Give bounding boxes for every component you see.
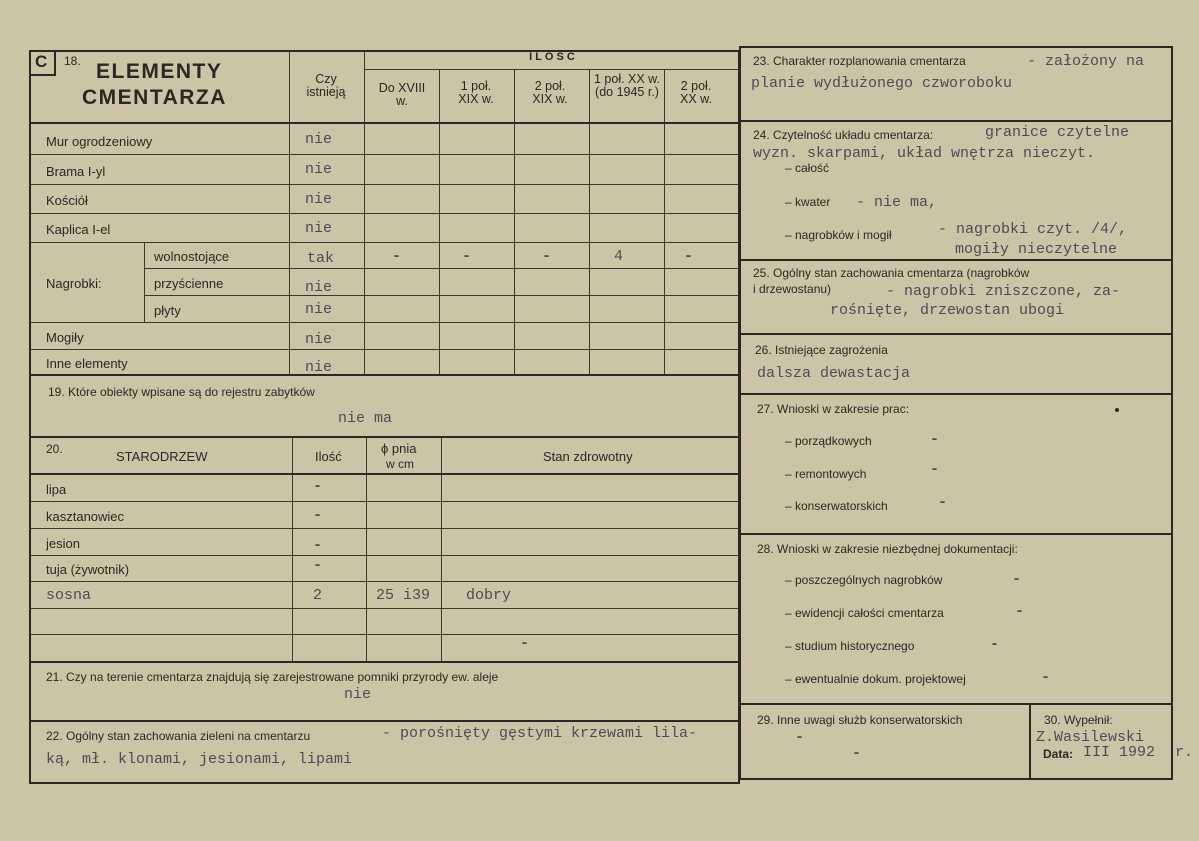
- tree-row-jesion: jesion: [46, 536, 80, 551]
- row-value-wolnostojace: tak: [307, 250, 335, 267]
- divider: [30, 581, 739, 582]
- divider: [30, 555, 739, 556]
- divider: [740, 533, 1172, 535]
- divider: [30, 608, 739, 609]
- section-29-value2: -: [852, 745, 862, 762]
- col-1pol-xx: 1 poł. XX w. (do 1945 r.): [593, 72, 660, 99]
- divider: [1029, 704, 1031, 778]
- tree-ilosc-sosna: 2: [313, 587, 323, 604]
- divider: [144, 242, 145, 322]
- section-20-title: STARODRZEW: [116, 449, 208, 464]
- divider: [740, 259, 1172, 261]
- section-24-value-line2: wyzn. skarpami, układ wnętrza nieczyt.: [753, 145, 1096, 162]
- tree-ilosc-kasztanowiec: -: [313, 507, 323, 524]
- row-label-inne: Inne elementy: [46, 356, 128, 371]
- section-29-value1: -: [795, 729, 805, 746]
- s28-studium-value: -: [990, 636, 1000, 653]
- section-30-data-label: Data:: [1043, 747, 1074, 761]
- tree-row-sosna: sosna: [46, 587, 92, 604]
- section-30-date: III 1992: [1083, 744, 1156, 761]
- row-label-przyscienne: przyścienne: [154, 276, 224, 291]
- section-26-label: 26. Istniejące zagrożenia: [755, 343, 888, 357]
- cell-wolno-1pol20: 4: [614, 248, 624, 265]
- s27-remontowych: – remontowych: [785, 467, 867, 481]
- row-value-mur: nie: [305, 131, 333, 148]
- row-label-wolnostojace: wolnostojące: [154, 249, 230, 264]
- divider: [292, 437, 293, 662]
- divider: [30, 184, 739, 185]
- section-24-label: 24. Czytelność układu cmentarza:: [753, 128, 934, 142]
- section-25-label-line2: i drzewostanu): [753, 282, 832, 296]
- divider: [30, 661, 739, 663]
- s28-nagrobkow-value: -: [1012, 571, 1022, 588]
- s28-ewidencji: – ewidencji całości cmentarza: [785, 606, 944, 620]
- s24-kwater-value: - nie ma,: [856, 194, 938, 211]
- s27-remontowych-value: -: [930, 461, 940, 478]
- s27-konserwatorskich: – konserwatorskich: [785, 499, 888, 513]
- s24-kwater: – kwater: [785, 195, 831, 209]
- section-28-label: 28. Wnioski w zakresie niezbędnej dokumentacji:: [757, 542, 1018, 556]
- s28-projektowej-value: -: [1041, 669, 1051, 686]
- row-value-inne: nie: [305, 359, 333, 376]
- section-19-value: nie ma: [338, 410, 393, 427]
- divider: [30, 122, 739, 124]
- divider: [439, 70, 440, 374]
- cell-wolno-2pol19: -: [542, 248, 552, 265]
- row-label-mur: Mur ogrodzeniowy: [46, 134, 153, 149]
- s20-col-pnia-unit: w cm: [386, 457, 414, 471]
- s24-calosc: – całość: [785, 161, 830, 175]
- divider: [441, 437, 442, 662]
- row-label-plyty: płyty: [154, 303, 181, 318]
- section-25-value-line1: - nagrobki zniszczone, za-: [886, 283, 1121, 300]
- divider: [740, 703, 1172, 705]
- section-30-r: r.: [1175, 744, 1194, 761]
- col-do-xviii: Do XVIII w.: [378, 81, 426, 108]
- divider: [145, 268, 739, 269]
- section-26-value: dalsza dewastacja: [757, 365, 911, 382]
- divider: [30, 634, 739, 635]
- row-value-brama: nie: [305, 161, 333, 178]
- s20-col-ilosc: Ilość: [315, 449, 342, 464]
- s28-nagrobkow: – poszczególnych nagrobków: [785, 573, 943, 587]
- divider: [30, 720, 739, 722]
- divider: [30, 436, 739, 438]
- section-20-number: 20.: [46, 442, 63, 456]
- divider: [30, 349, 739, 350]
- section-25-label-line1: 25. Ogólny stan zachowania cmentarza (nagrobków: [753, 266, 1030, 280]
- s28-studium: – studium historycznego: [785, 639, 915, 653]
- divider: [740, 333, 1172, 335]
- divider: [365, 69, 738, 70]
- divider: [30, 473, 739, 475]
- tree-stray-dash: -: [520, 635, 530, 652]
- section-23-value-line2: planie wydłużonego czworoboku: [751, 75, 1013, 92]
- section-22-value-line1: - porośnięty gęstymi krzewami lila-: [382, 725, 698, 742]
- divider: [30, 154, 739, 155]
- row-value-plyty: nie: [305, 301, 333, 318]
- tree-ilosc-lipa: -: [313, 478, 323, 495]
- section-21-label: 21. Czy na terenie cmentarza znajdują się zarejestrowane pomniki przyrody ew. aleje: [46, 670, 499, 684]
- s27-konserwatorskich-value: -: [938, 494, 948, 511]
- section-21-value: nie: [344, 686, 372, 703]
- tree-ilosc-jesion: -: [313, 537, 323, 554]
- row-label-nagrobki: Nagrobki:: [46, 276, 102, 291]
- cell-wolno-1pol19: -: [462, 248, 472, 265]
- row-label-brama: Brama I-yl: [46, 164, 106, 179]
- divider: [30, 528, 739, 529]
- s27-porzadkowych-value: -: [930, 431, 940, 448]
- tree-row-kasztanowiec: kasztanowiec: [46, 509, 125, 524]
- section-19-label: 19. Które obiekty wpisane są do rejestru zabytków: [48, 385, 315, 399]
- row-value-kosciol: nie: [305, 191, 333, 208]
- divider: [366, 437, 367, 662]
- tree-stan-sosna: dobry: [466, 587, 512, 604]
- cell-wolno-2pol20: -: [684, 248, 694, 265]
- divider: [740, 120, 1172, 122]
- section-30-label: 30. Wypełnił:: [1044, 713, 1113, 727]
- col-1pol-xix: 1 poł. XIX w.: [458, 79, 494, 106]
- divider: [30, 501, 739, 502]
- row-label-kaplica: Kaplica I-el: [46, 222, 111, 237]
- s27-porzadkowych: – porządkowych: [785, 434, 872, 448]
- row-label-mogily: Mogiły: [46, 330, 84, 345]
- card-letter: C: [35, 52, 48, 71]
- section-18-title-line2: CMENTARZA: [82, 86, 227, 109]
- tree-row-tuja: tuja (żywotnik): [46, 562, 130, 577]
- section-25-value-line2: rośnięte, drzewostan ubogi: [830, 302, 1065, 319]
- row-label-kosciol: Kościół: [46, 193, 88, 208]
- tree-pnia-sosna: 25 i39: [376, 587, 431, 604]
- divider: [740, 393, 1172, 395]
- s24-nagrobkow-value: - nagrobki czyt. /4/,: [938, 221, 1128, 238]
- section-24-value-line1: granice czytelne: [985, 124, 1130, 141]
- s20-col-pnia: ϕ pnia: [381, 441, 417, 456]
- divider: [30, 374, 739, 376]
- section-23-label: 23. Charakter rozplanowania cmentarza: [753, 54, 966, 68]
- section-22-label: 22. Ogólny stan zachowania zieleni na cmentarzu: [46, 729, 311, 743]
- cell-wolno-do18: -: [392, 248, 402, 265]
- tree-row-lipa: lipa: [46, 482, 67, 497]
- ilosc-header: I L O Ś Ć: [529, 51, 575, 63]
- section-30-name: Z.Wasilewski: [1036, 729, 1145, 746]
- divider: [664, 70, 665, 374]
- divider: [30, 213, 739, 214]
- divider: [589, 70, 590, 374]
- s28-ewidencji-value: -: [1015, 603, 1025, 620]
- section-22-value-line2: ką, mł. klonami, jesionami, lipami: [46, 751, 353, 768]
- section-18-title-line1: ELEMENTY: [96, 60, 223, 83]
- row-value-przyscienne: nie: [305, 279, 333, 296]
- tree-ilosc-tuja: -: [313, 557, 323, 574]
- section-29-label: 29. Inne uwagi służb konserwatorskich: [757, 713, 963, 727]
- divider: [514, 70, 515, 374]
- row-value-mogily: nie: [305, 331, 333, 348]
- s24-nagrobkow: – nagrobków i mogił: [785, 228, 892, 242]
- col-2pol-xix: 2 poł. XIX w.: [532, 79, 568, 106]
- ink-dot: [1115, 408, 1119, 412]
- divider: [30, 322, 739, 323]
- s28-projektowej: – ewentualnie dokum. projektowej: [785, 672, 966, 686]
- section-18-number: 18.: [64, 54, 81, 68]
- section-27-label: 27. Wnioski w zakresie prac:: [757, 402, 910, 416]
- row-value-kaplica: nie: [305, 220, 333, 237]
- s24-nagrobkow-value2: mogiły nieczytelne: [955, 241, 1118, 258]
- col-2pol-xx: 2 poł. XX w.: [680, 79, 712, 106]
- col-czy-istnieja: Czy istnieją: [306, 72, 346, 99]
- divider: [30, 242, 739, 243]
- section-23-value-line1: - założony na: [1027, 53, 1145, 70]
- s20-col-stan: Stan zdrowotny: [543, 449, 633, 464]
- divider: [145, 295, 739, 296]
